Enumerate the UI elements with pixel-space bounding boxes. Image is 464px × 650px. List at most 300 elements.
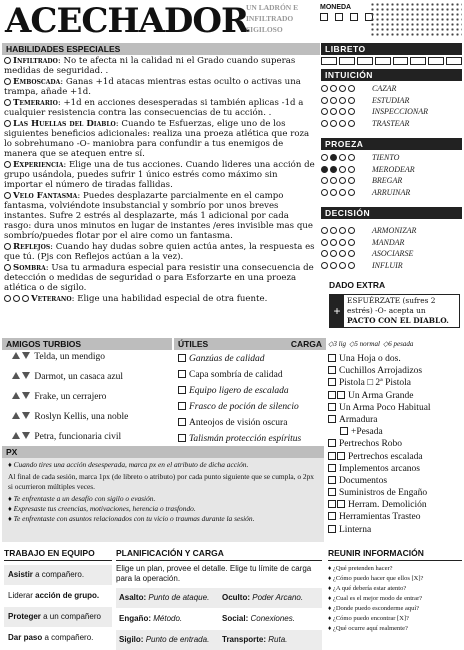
amigo-row [12, 372, 172, 392]
trabajo-rest: a compañero. [42, 633, 94, 642]
plan-key: Engaño: [119, 614, 151, 623]
subtitle-line: INFILTRADO [246, 14, 294, 23]
px-bullet: ♦ Expresaste tus creencias, motivaciones, herencia o trasfondo. [8, 504, 196, 513]
carga-row[interactable] [328, 439, 464, 451]
action-dot[interactable] [339, 250, 346, 257]
ability-name: Emboscada [13, 77, 61, 87]
plan-row [116, 609, 322, 629]
ability-name: Sombra [13, 263, 46, 273]
page-title: ACECHADOR [5, 1, 249, 41]
xp-box[interactable] [375, 57, 391, 65]
action-dot[interactable] [321, 85, 328, 92]
carga-item: Linterna [339, 524, 372, 535]
reunir-question: ¿Cual es el mejor modo de entrar? [332, 595, 423, 602]
carga-row[interactable] [328, 525, 464, 537]
carga-checkbox[interactable] [337, 500, 345, 508]
moneda-label: MONEDA [320, 4, 352, 11]
carga-checkbox[interactable] [328, 415, 336, 423]
libreto-heading: LIBRETO [321, 43, 462, 55]
carga-checkbox[interactable] [328, 403, 336, 411]
reunir-question: ¿Donde puedo esconderme aquí? [332, 605, 420, 612]
plan-grid [116, 588, 322, 650]
action-dot[interactable] [321, 108, 328, 115]
header [2, 0, 320, 45]
util-row[interactable] [178, 370, 326, 386]
action-row[interactable] [321, 84, 462, 96]
carga-row[interactable] [328, 464, 464, 476]
dado-line: estrés) -O- acepta un [347, 306, 426, 315]
plan-value: Conexiones. [250, 614, 295, 623]
util-row[interactable] [178, 354, 326, 370]
ability-checkbox[interactable] [4, 295, 11, 302]
ability-item [4, 119, 316, 159]
ability-text: : Usa tu armadura especial para resistir una consecuencia de detección o medidas de seguridad o para Esforzarte en una proeza atlética o de sigilo. [4, 263, 314, 293]
amigo-name: Frake, un cerrajero [34, 392, 107, 402]
action-row[interactable] [321, 96, 462, 108]
action-dot[interactable] [321, 166, 328, 173]
action-label: ESTUDIAR [372, 95, 410, 105]
util-checkbox[interactable] [178, 386, 186, 394]
decision-actions [321, 226, 462, 272]
plan-option[interactable] [219, 609, 322, 629]
action-dot[interactable] [339, 177, 346, 184]
rival-icon[interactable] [22, 412, 30, 419]
action-dot[interactable] [330, 108, 337, 115]
carga-checkbox[interactable] [328, 512, 336, 520]
action-dot[interactable] [321, 250, 328, 257]
px-line: Al final de cada sesión, marca 1px (de libreto o atributo) por cada punto siguiente que se cumpla, o 2px si ocurrieron múltiples veces. [8, 472, 315, 491]
ability-text: : Puedes desplazarte parcialmente en el campo fantasma, volviéndote insubstancial y sombrío por unos breves instantes. Sufre 2 estrés al desplazarte, más 1 adicional por cada rasgo: dura unos minutos en lugar de instantes /eres invisible mas que sombrío/puedes flotar por el aire como un fantasma. [4, 191, 313, 241]
plan-value: Ruta. [268, 635, 288, 644]
plan-intro: Elige un plan, provee el detalle. Elige tu límite de carga para la operación. [116, 564, 312, 583]
action-label: MANDAR [372, 237, 405, 247]
action-dot[interactable] [330, 177, 337, 184]
xp-box[interactable] [339, 57, 355, 65]
action-dot[interactable] [348, 250, 355, 257]
ability-text: : No te afecta ni la calidad ni el Grado cuando superas medidas de seguridad. . [4, 56, 296, 76]
plus-icon: + [330, 295, 344, 327]
px-bullet: ♦ Te enfrentaste con asuntos relacionados con tu vicio o traumas durante la sesión. [8, 514, 255, 523]
ability-text: : Elige una habilidad especial de otra fuente. [71, 294, 268, 304]
dado-extra-box [329, 294, 460, 328]
action-dot[interactable] [339, 120, 346, 127]
util-row[interactable] [178, 386, 326, 402]
trabajo-rest: a un compañero [40, 612, 101, 621]
ability-checkbox[interactable] [4, 264, 11, 271]
friend-icon[interactable] [12, 432, 20, 439]
carga-row[interactable] [328, 415, 464, 427]
friend-icon[interactable] [12, 392, 20, 399]
ability-name: Infiltrado [13, 56, 58, 66]
carga-row[interactable] [328, 378, 464, 390]
reunir-item: ♦ ¿A qué debería estar atento? [328, 585, 407, 592]
action-dot[interactable] [321, 154, 328, 161]
action-dot[interactable] [330, 166, 337, 173]
plan-heading: PLANIFICACIÓN Y CARGA [116, 548, 322, 561]
ability-checkbox[interactable] [4, 120, 11, 127]
subtitle [246, 2, 298, 35]
carga-checkbox[interactable] [328, 452, 336, 460]
ability-item [4, 242, 316, 262]
proeza-heading: PROEZA [321, 138, 462, 150]
ability-text: : Cuando hay dudas sobre quien actúa antes, la respuesta es que tú. (Pjs con Reflejos actúan a la vez). [4, 242, 315, 262]
action-dot[interactable] [330, 239, 337, 246]
decision-heading: DECISIÓN [321, 207, 462, 219]
carga-row[interactable] [328, 476, 464, 488]
action-dot[interactable] [348, 154, 355, 161]
carga-checkbox[interactable] [328, 488, 336, 496]
moneda-box[interactable] [335, 13, 343, 21]
ability-checkbox[interactable] [4, 192, 11, 199]
libreto-track [321, 57, 462, 67]
ability-name: Reflejos [13, 242, 51, 252]
xp-box[interactable] [410, 57, 426, 65]
ability-checkbox[interactable] [4, 243, 11, 250]
action-row[interactable] [321, 153, 462, 165]
action-dot[interactable] [348, 120, 355, 127]
px-text: Te enfrentaste a un desafío con sigilo o evasión. [13, 494, 156, 503]
ability-checkbox[interactable] [22, 295, 29, 302]
action-dot[interactable] [321, 120, 328, 127]
carga-checkbox[interactable] [328, 354, 336, 362]
plan-key: Oculto: [222, 593, 250, 602]
util-label: Anteojos de visión oscura [189, 418, 288, 428]
carga-row[interactable] [328, 391, 464, 403]
carga-checkbox[interactable] [328, 525, 336, 533]
action-dot[interactable] [321, 97, 328, 104]
px-body [2, 458, 324, 526]
util-row[interactable] [178, 418, 326, 434]
util-checkbox[interactable] [178, 434, 186, 442]
trabajo-list [4, 565, 112, 648]
ability-text: : Elige una de tus acciones. Cuando lideres una acción de grupo usándola, puedes sufrir 1 único estrés como máximo sin importar el número de tiradas fallidas. [4, 160, 315, 190]
friend-icon[interactable] [12, 352, 20, 359]
carga-option-normal[interactable]: ◇5 normal [349, 340, 380, 348]
plan-key: Asalto: [119, 593, 147, 602]
plan-option[interactable] [219, 630, 322, 650]
action-dot[interactable] [348, 189, 355, 196]
carga-item: Un Arma Grande [348, 390, 414, 401]
action-label: INSPECCIONAR [372, 107, 428, 116]
reunir-list [328, 564, 462, 634]
trabajo-rest: acción de grupo. [32, 591, 100, 600]
amigo-name: Roslyn Kellis, una noble [34, 412, 129, 422]
plan-value: Poder Arcano. [252, 593, 304, 602]
util-label: Equipo ligero de escalada [189, 386, 289, 396]
amigos-list [12, 352, 172, 452]
action-row[interactable] [321, 107, 462, 119]
moneda-box[interactable] [350, 13, 358, 21]
plan-option[interactable] [116, 609, 219, 629]
carga-checkbox[interactable] [328, 476, 336, 484]
plan-value: Punto de entrada. [145, 635, 210, 644]
reunir-question: ¿A qué debería estar atento? [332, 585, 407, 592]
proeza-actions [321, 153, 462, 199]
plan-value: Punto de ataque. [148, 593, 210, 602]
action-label: BREGAR [372, 176, 403, 185]
carga-row[interactable] [328, 366, 464, 378]
action-dot[interactable] [330, 227, 337, 234]
ability-item [4, 98, 316, 118]
util-label: Capa sombría de calidad [189, 370, 283, 380]
trabajo-item[interactable] [4, 628, 112, 648]
xp-box[interactable] [357, 57, 373, 65]
reunir-heading: REUNIR INFORMACIÓN [328, 548, 462, 561]
carga-checkbox[interactable] [328, 439, 336, 447]
action-dot[interactable] [321, 262, 328, 269]
trabajo-verb: Proteger [8, 612, 41, 621]
carga-item: Herram. Demolición [348, 500, 427, 511]
px-heading: PX [2, 446, 324, 458]
action-dot[interactable] [348, 97, 355, 104]
action-dot[interactable] [330, 250, 337, 257]
reunir-item: ♦ ¿Donde puedo esconderme aquí? [328, 605, 420, 612]
ability-name: Temerario [13, 98, 58, 108]
action-row[interactable] [321, 119, 462, 131]
amigo-name: Darmot, un casaca azul [34, 372, 123, 382]
amigo-name: Telda, un mendigo [34, 352, 106, 362]
util-checkbox[interactable] [178, 354, 186, 362]
action-dot[interactable] [348, 227, 355, 234]
action-dot[interactable] [348, 262, 355, 269]
action-dot[interactable] [330, 189, 337, 196]
trabajo-item[interactable] [4, 565, 112, 585]
ability-text: : +1d en acciones desesperadas si también aplicas -1d a cualquier resistencia contra las consecuencias de tu acción. . [4, 98, 304, 118]
action-dot[interactable] [348, 177, 355, 184]
ability-item [4, 77, 316, 97]
plan-value: Método. [153, 614, 183, 623]
carga-checkbox[interactable] [328, 464, 336, 472]
ability-checkbox[interactable] [4, 99, 11, 106]
carga-checkbox[interactable] [337, 391, 345, 399]
moneda-box[interactable] [320, 13, 328, 21]
plan-key: Sigilo: [119, 635, 144, 644]
action-label: TIENTO [372, 153, 400, 162]
ability-name: Experiencia [13, 160, 64, 170]
rival-icon[interactable] [22, 352, 30, 359]
reunir-item: ♦ ¿Cómo puedo hacer que ellos [X]? [328, 575, 424, 582]
carga-item: Pistola □ 2ª Pistola [339, 378, 411, 389]
xp-box[interactable] [393, 57, 409, 65]
xp-box[interactable] [321, 57, 337, 65]
friend-icon[interactable] [12, 412, 20, 419]
action-row[interactable] [321, 261, 462, 273]
action-dot[interactable] [330, 97, 337, 104]
action-dot[interactable] [339, 239, 346, 246]
reunir-question: ¿Cómo puedo encontrar [X]? [332, 615, 409, 622]
carga-row[interactable] [328, 403, 464, 415]
ability-item [4, 160, 316, 190]
action-dot[interactable] [321, 177, 328, 184]
action-label: TRASTEAR [372, 118, 410, 128]
ability-text: : Ganas +1d atacas mientras estas oculto o activas una trampa, añade +1d. [4, 77, 301, 97]
action-dot[interactable] [339, 154, 346, 161]
dado-line: ESFUÉRZATE (sufres 2 [347, 296, 436, 305]
carga-levels [328, 338, 462, 350]
action-dot[interactable] [339, 227, 346, 234]
action-dot[interactable] [339, 85, 346, 92]
abilities-list [4, 56, 316, 305]
action-row[interactable] [321, 188, 462, 200]
action-dot[interactable] [321, 239, 328, 246]
action-dot[interactable] [348, 166, 355, 173]
carga-item: Pertrechos escalada [348, 451, 423, 462]
carga-option-pesada[interactable]: ◇6 pesada [382, 340, 414, 348]
carga-row[interactable] [328, 354, 464, 366]
carga-option-lig[interactable]: ◇3 lig [328, 340, 347, 348]
carga-item: Un Arma Poco Habitual [339, 402, 431, 413]
plan-option[interactable] [219, 588, 322, 608]
px-panel [2, 446, 324, 542]
carga-item: Cuchillos Arrojadizos [339, 366, 423, 377]
action-dot[interactable] [339, 108, 346, 115]
trabajo-verb: Dar paso [8, 633, 43, 642]
xp-box[interactable] [428, 57, 444, 65]
action-dot[interactable] [348, 85, 355, 92]
util-checkbox[interactable] [178, 402, 186, 410]
action-dot[interactable] [339, 262, 346, 269]
carga-item: +Pesada [351, 427, 383, 438]
plan-key: Social: [222, 614, 249, 623]
action-row[interactable] [321, 176, 462, 188]
carga-label: CARGA [290, 339, 322, 349]
carga-item: Pertrechos Robo [339, 439, 403, 450]
carga-item: Implementos arcanos [339, 463, 420, 474]
amigo-row [12, 392, 172, 412]
action-dot[interactable] [330, 85, 337, 92]
amigo-row [12, 412, 172, 432]
rival-icon[interactable] [22, 372, 30, 379]
action-row[interactable] [321, 249, 462, 261]
action-dot[interactable] [330, 120, 337, 127]
reunir-item: ♦ ¿Cual es el mejor modo de entrar? [328, 595, 423, 602]
carga-lig-label: 3 lig [333, 340, 347, 348]
intuicion-actions [321, 84, 462, 130]
plan-option[interactable] [116, 630, 219, 650]
carga-checkbox[interactable] [328, 366, 336, 374]
carga-item: Herramientas Trasteo [339, 512, 421, 523]
action-label: ASOCIARSE [372, 249, 414, 258]
reunir-item: ♦ ¿Cómo puedo encontrar [X]? [328, 615, 409, 622]
carga-row[interactable] [328, 427, 464, 439]
action-label: MERODEAR [372, 164, 415, 174]
ability-item [4, 56, 316, 76]
ability-item [4, 191, 316, 241]
dado-extra-heading: DADO EXTRA [329, 280, 386, 290]
carga-pesada-label: 6 pesada [388, 340, 414, 348]
util-checkbox[interactable] [178, 370, 186, 378]
abilities-heading: HABILIDADES ESPECIALES [2, 43, 320, 55]
carga-checkbox[interactable] [328, 378, 336, 386]
utiles-label: ÚTILES [178, 339, 209, 349]
action-dot[interactable] [321, 189, 328, 196]
trabajo-verb: Asistir [8, 570, 33, 579]
util-label: Frasco de poción de silencio [189, 402, 299, 412]
reunir-panel [328, 548, 462, 634]
px-line: ♦ Cuando tires una acción desesperada, marca px en el atributo de dicha acción. [8, 460, 249, 469]
xp-box[interactable] [446, 57, 462, 65]
action-row[interactable] [321, 226, 462, 238]
trabajo-item[interactable] [4, 586, 112, 606]
reunir-question: ¿Cómo puedo hacer que ellos [X]? [332, 575, 424, 582]
carga-row[interactable] [328, 452, 464, 464]
util-label: Talismán protección espíritus [189, 434, 302, 444]
util-checkbox[interactable] [178, 418, 186, 426]
ability-checkbox[interactable] [4, 161, 11, 168]
carga-item: Armadura [339, 414, 378, 425]
carga-checkbox[interactable] [337, 452, 345, 460]
trabajo-rest: a compañero. [32, 570, 85, 579]
action-row[interactable] [321, 238, 462, 250]
action-dot[interactable] [348, 239, 355, 246]
action-label: INFLUIR [372, 260, 403, 270]
plan-row [116, 588, 322, 608]
dado-line: PACTO CON EL DIABLO. [347, 316, 449, 325]
util-row[interactable] [178, 402, 326, 418]
amigo-row [12, 352, 172, 372]
px-text: Expresaste tus creencias, motivaciones, herencia o trasfondo. [13, 504, 196, 513]
reunir-question: ¿Qué pretenden hacer? [332, 565, 393, 572]
trabajo-item[interactable] [4, 607, 112, 627]
subtitle-line: SIGILOSO [246, 25, 283, 34]
action-dot[interactable] [339, 166, 346, 173]
carga-row[interactable] [328, 500, 464, 512]
action-label: ARMONIZAR [372, 226, 417, 235]
rival-icon[interactable] [22, 432, 30, 439]
action-dot[interactable] [321, 227, 328, 234]
ability-item [4, 294, 316, 304]
action-label: ARRUINAR [372, 187, 411, 197]
util-label: Ganzúas de calidad [189, 354, 265, 364]
ability-checkbox[interactable] [4, 57, 11, 64]
px-text: Te enfrentaste con asuntos relacionados con tu vicio o traumas durante la sesión. [13, 514, 255, 523]
rival-icon[interactable] [22, 392, 30, 399]
ability-name: Velo Fantasma [13, 191, 78, 201]
trabajo-panel [4, 548, 112, 648]
subtitle-line: UN LADRÓN E [246, 3, 299, 12]
friend-icon[interactable] [12, 372, 20, 379]
trabajo-heading: TRABAJO EN EQUIPO [4, 548, 112, 561]
carga-list [328, 354, 464, 537]
carga-checkbox[interactable] [328, 500, 336, 508]
reunir-question: ¿Qué ocurre aquí realmente? [332, 625, 408, 632]
ability-checkbox[interactable] [13, 295, 20, 302]
carga-row[interactable] [328, 512, 464, 524]
plan-row [116, 630, 322, 650]
action-row[interactable] [321, 165, 462, 177]
amigos-heading: AMIGOS TURBIOS [2, 338, 172, 350]
action-dot[interactable] [330, 262, 337, 269]
ability-checkbox[interactable] [4, 78, 11, 85]
action-dot[interactable] [330, 154, 337, 161]
ability-name: Veterano [31, 294, 72, 304]
carga-row[interactable] [328, 488, 464, 500]
ability-item [4, 263, 316, 293]
carga-item: Una Hoja o dos. [339, 354, 401, 364]
carga-checkbox[interactable] [340, 427, 348, 435]
utiles-heading [174, 338, 326, 350]
action-dot[interactable] [348, 108, 355, 115]
trabajo-verb: Liderar [8, 591, 33, 600]
reunir-item: ♦ ¿Qué pretenden hacer? [328, 565, 393, 572]
ability-text: : Cuando te Esfuerzas, elige uno de los siguientes beneficios adicionales: realiza una proeza atlética que roza lo sobrehumano -O- maniobra para confundir a tus enemigos de manera que se atequen entre sí. [4, 119, 310, 159]
action-dot[interactable] [339, 189, 346, 196]
plan-panel [116, 548, 322, 650]
plan-option[interactable] [116, 588, 219, 608]
carga-checkbox[interactable] [328, 391, 336, 399]
action-dot[interactable] [339, 97, 346, 104]
reunir-item: ♦ ¿Qué ocurre aquí realmente? [328, 625, 408, 632]
